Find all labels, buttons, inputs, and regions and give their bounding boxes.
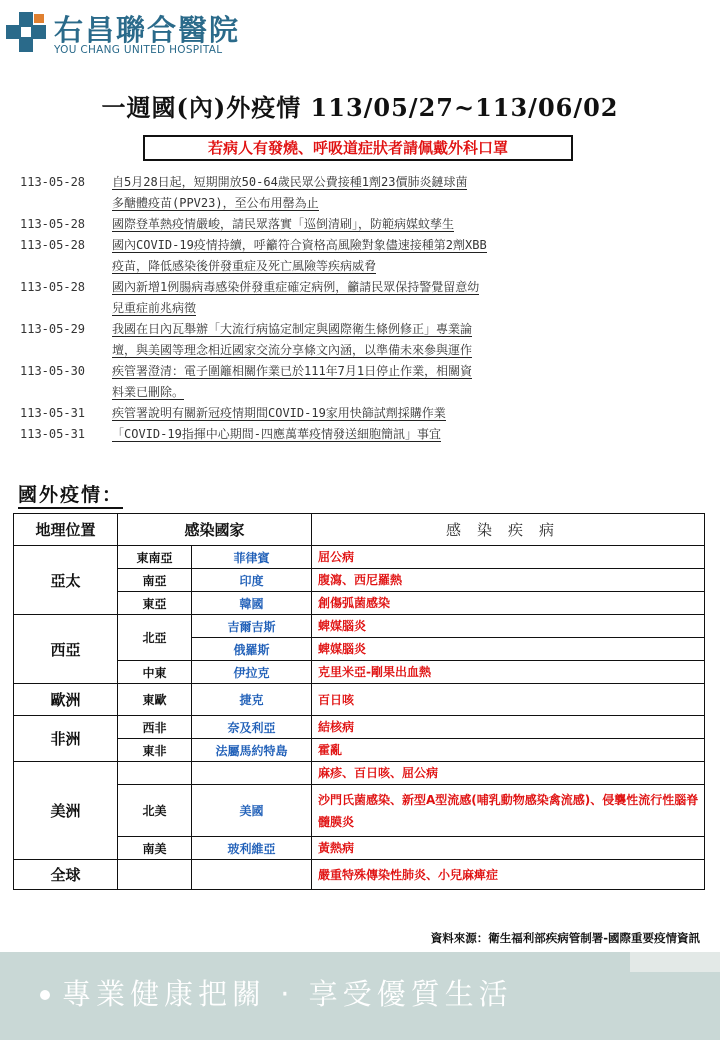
news-text[interactable]: 多醣體疫苗(PPV23)，至公布用罄為止 xyxy=(112,196,319,210)
disease-cell: 蜱媒腦炎 xyxy=(312,615,705,638)
subregion-cell: 東歐 xyxy=(118,684,192,716)
header-disease: 感染疾病 xyxy=(312,514,705,546)
subregion-cell: 南美 xyxy=(118,837,192,860)
country-cell: 印度 xyxy=(192,569,312,592)
page-title: 一週國(內)外疫情 113/05/27~113/06/02 xyxy=(101,93,619,122)
country-cell: 奈及利亞 xyxy=(192,716,312,739)
mask-notice: 若病人有發燒、呼吸道症狀者請佩戴外科口罩 xyxy=(143,135,573,161)
list-item xyxy=(20,403,700,424)
table-row xyxy=(14,762,705,785)
news-date: 113-05-28 xyxy=(20,217,86,231)
subregion-cell: 北亞 xyxy=(118,615,192,661)
country-cell: 美國 xyxy=(192,785,312,837)
list-item xyxy=(20,172,700,214)
country-cell: 法屬馬約特島 xyxy=(192,739,312,762)
news-text[interactable]: 國內COVID-19疫情持續，呼籲符合資格高風險對象儘速接種第2劑XBB xyxy=(112,238,487,252)
news-text[interactable]: 疫苗，降低感染後併發重症及死亡風險等疾病威脅 xyxy=(112,259,377,273)
hospital-logo xyxy=(4,6,264,56)
disease-cell: 創傷弧菌感染 xyxy=(312,592,705,615)
country-cell: 俄羅斯 xyxy=(192,638,312,661)
footer-banner xyxy=(0,952,720,1040)
table-row xyxy=(14,860,705,890)
bullet-icon xyxy=(40,990,50,1000)
table-header-row xyxy=(14,514,705,546)
country-cell: 伊拉克 xyxy=(192,661,312,684)
country-cell: 吉爾吉斯 xyxy=(192,615,312,638)
news-date: 113-05-28 xyxy=(20,175,86,189)
table-row xyxy=(14,615,705,638)
news-list xyxy=(20,172,700,445)
disease-cell: 蜱媒腦炎 xyxy=(312,638,705,661)
subregion-cell: 東亞 xyxy=(118,592,192,615)
news-text[interactable]: 兒重症前兆病徵 xyxy=(112,301,197,315)
news-text[interactable]: 我國在日內瓦舉辦「大流行病協定制定與國際衛生條例修正」專業論 xyxy=(112,322,473,336)
table-row xyxy=(14,716,705,739)
medical-cross-icon xyxy=(4,10,48,54)
news-text[interactable]: 壇，與美國等理念相近國家交流分享條文內涵，以準備未來參與運作 xyxy=(112,343,473,357)
disease-cell: 沙門氏菌感染、新型A型流感(哺乳動物感染禽流感)、侵襲性流行性腦脊髓膜炎 xyxy=(312,785,705,837)
news-text[interactable]: 疾管署澄清：電子圍籬相關作業已於111年7月1日停止作業，相關資 xyxy=(112,364,473,378)
table-row xyxy=(14,546,705,569)
disease-cell: 屈公病 xyxy=(312,546,705,569)
region-cell: 西亞 xyxy=(14,615,118,684)
table-row xyxy=(14,837,705,860)
list-item xyxy=(20,319,700,361)
epidemic-table xyxy=(13,513,705,890)
header-geo: 地理位置 xyxy=(14,514,118,546)
region-cell: 全球 xyxy=(14,860,118,890)
country-cell: 韓國 xyxy=(192,592,312,615)
table-row xyxy=(14,739,705,762)
data-source: 資料來源：衛生福利部疾病管制署-國際重要疫情資訊 xyxy=(430,931,700,945)
logo-english-name: YOU CHANG UNITED HOSPITAL xyxy=(54,44,223,56)
subregion-cell: 南亞 xyxy=(118,569,192,592)
country-cell: 菲律賓 xyxy=(192,546,312,569)
disease-cell: 黃熱病 xyxy=(312,837,705,860)
table-row xyxy=(14,592,705,615)
list-item xyxy=(20,214,700,235)
subregion-cell: 西非 xyxy=(118,716,192,739)
disease-cell: 霍亂 xyxy=(312,739,705,762)
list-item xyxy=(20,277,700,319)
news-text[interactable]: 國際登革熱疫情嚴峻，請民眾落實「巡倒清刷」，防範病媒蚊孳生 xyxy=(112,217,455,231)
region-cell: 美洲 xyxy=(14,762,118,860)
disease-cell: 麻疹、百日咳、屈公病 xyxy=(312,762,705,785)
disease-cell: 百日咳 xyxy=(312,684,705,716)
news-date: 113-05-28 xyxy=(20,238,86,252)
foreign-epidemic-heading: 國外疫情： xyxy=(18,480,123,509)
region-cell: 亞太 xyxy=(14,546,118,615)
subregion-cell: 中東 xyxy=(118,661,192,684)
news-text[interactable]: 國內新增1例腸病毒感染併發重症確定病例，籲請民眾保持警覺留意幼 xyxy=(112,280,480,294)
disease-cell: 腹瀉、西尼羅熱 xyxy=(312,569,705,592)
list-item xyxy=(20,361,700,403)
table-row xyxy=(14,661,705,684)
news-text[interactable]: 自5月28日起，短期開放50-64歲民眾公費接種1劑23價肺炎鏈球菌 xyxy=(112,175,468,189)
news-date: 113-05-31 xyxy=(20,406,86,420)
footer-slogan: 專業健康把關 · 享受優質生活 xyxy=(62,977,513,1011)
table-row xyxy=(14,569,705,592)
disease-cell: 嚴重特殊傳染性肺炎、小兒麻痺症 xyxy=(312,860,705,890)
news-text[interactable]: 料業已刪除。 xyxy=(112,385,185,399)
country-cell: 玻利維亞 xyxy=(192,837,312,860)
subregion-cell: 東非 xyxy=(118,739,192,762)
list-item xyxy=(20,424,700,445)
subregion-cell xyxy=(118,860,192,890)
footer-decoration xyxy=(630,952,720,972)
header-country: 感染國家 xyxy=(118,514,312,546)
country-cell xyxy=(192,860,312,890)
table-row xyxy=(14,684,705,716)
news-date: 113-05-29 xyxy=(20,322,86,336)
logo-chinese-name: 右昌聯合醫院 xyxy=(54,13,241,47)
table-row xyxy=(14,785,705,837)
news-text[interactable]: 「COVID-19指揮中心期間-四應萬華疫情發送細胞簡訊」事宜 xyxy=(112,427,442,441)
region-cell: 非洲 xyxy=(14,716,118,762)
country-cell: 捷克 xyxy=(192,684,312,716)
country-cell xyxy=(192,762,312,785)
news-date: 113-05-31 xyxy=(20,427,86,441)
news-text[interactable]: 疾管署說明有關新冠疫情期間COVID-19家用快篩試劑採購作業 xyxy=(112,406,446,420)
subregion-cell: 東南亞 xyxy=(118,546,192,569)
subregion-cell: 北美 xyxy=(118,785,192,837)
subregion-cell xyxy=(118,762,192,785)
news-date: 113-05-30 xyxy=(20,364,86,378)
disease-cell: 結核病 xyxy=(312,716,705,739)
news-date: 113-05-28 xyxy=(20,280,86,294)
disease-cell: 克里米亞-剛果出血熱 xyxy=(312,661,705,684)
region-cell: 歐洲 xyxy=(14,684,118,716)
list-item xyxy=(20,235,700,277)
